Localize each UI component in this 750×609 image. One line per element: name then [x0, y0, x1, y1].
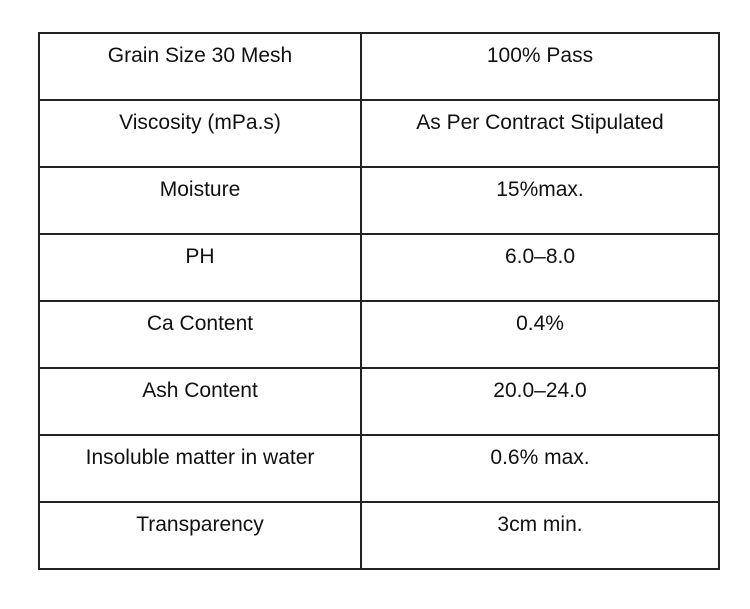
- property-cell: Grain Size 30 Mesh: [39, 33, 361, 100]
- table-row: [39, 234, 719, 301]
- table-row: [39, 33, 719, 100]
- table-row: [39, 502, 719, 569]
- property-cell: Moisture: [39, 167, 361, 234]
- table-row: [39, 368, 719, 435]
- value-cell: As Per Contract Stipulated: [361, 100, 719, 167]
- property-cell: Viscosity (mPa.s): [39, 100, 361, 167]
- property-cell: Transparency: [39, 502, 361, 569]
- table-row: [39, 167, 719, 234]
- property-cell: Insoluble matter in water: [39, 435, 361, 502]
- property-cell: PH: [39, 234, 361, 301]
- value-cell: 15%max.: [361, 167, 719, 234]
- value-cell: 6.0–8.0: [361, 234, 719, 301]
- value-cell: 0.4%: [361, 301, 719, 368]
- value-cell: 20.0–24.0: [361, 368, 719, 435]
- table-row: [39, 435, 719, 502]
- table-row: [39, 100, 719, 167]
- property-cell: Ash Content: [39, 368, 361, 435]
- value-cell: 100% Pass: [361, 33, 719, 100]
- property-cell: Ca Content: [39, 301, 361, 368]
- value-cell: 3cm min.: [361, 502, 719, 569]
- table-row: [39, 301, 719, 368]
- value-cell: 0.6% max.: [361, 435, 719, 502]
- spec-table-body: [39, 33, 719, 569]
- spec-table: [38, 32, 720, 570]
